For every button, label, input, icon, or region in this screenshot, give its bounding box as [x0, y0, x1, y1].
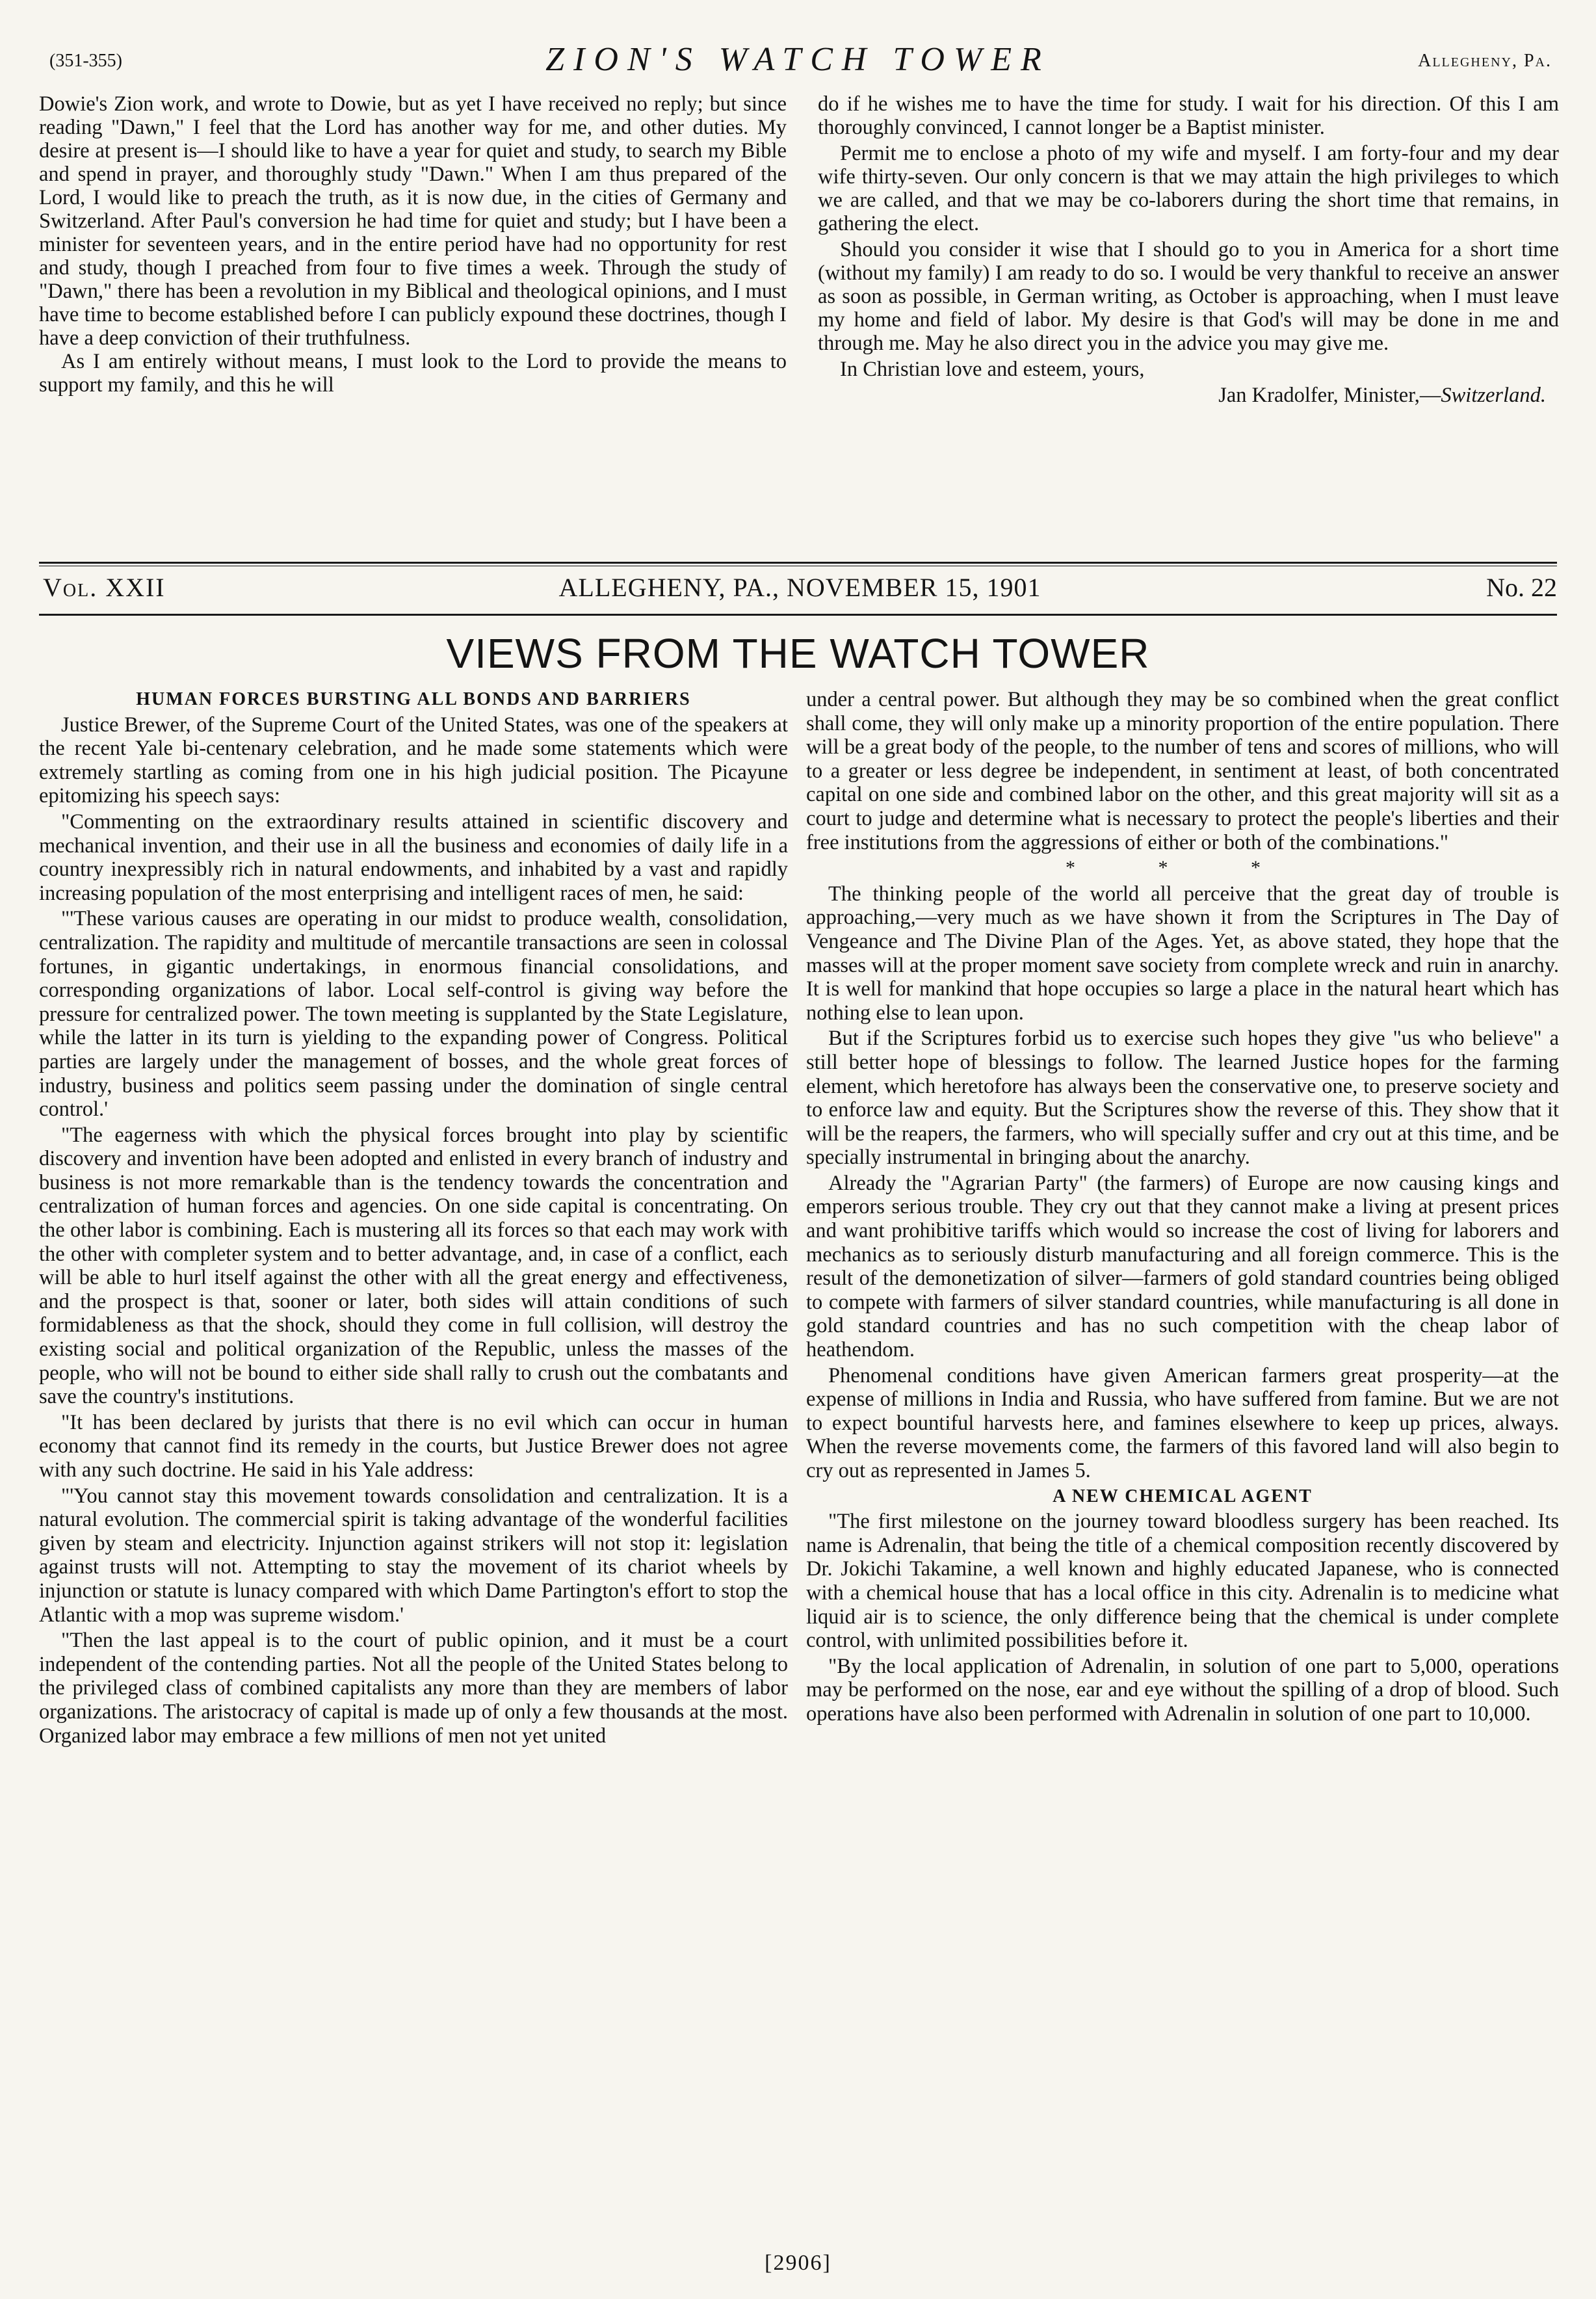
letter-left-column [39, 92, 787, 397]
article-paragraph: Already the "Agrarian Party" (the farmers) of Europe are now causing kings and emperors serious trouble. They cry out that they cannot make a living at present prices and want prohibitive tariffs which would so increase the cost of living for laborers and mechanics as to seriously disturb manufacturing and all foreign commerce. This is the result of the demonetization of silver—farmers of gold standard countries being obliged to compete with farmers of silver standard countries, while manufacturing is all done in gold standard countries and has no such competition with the cheap labor of heathendom. [806, 1171, 1559, 1362]
article-paragraph: The thinking people of the world all perceive that the great day of trouble is approaching,—very much as we have shown it from the Scriptures in The Day of Vengeance and The Divine Plan of the Ages. Yet, as above stated, they hope that the masses will at the proper moment save society from complete wreck and ruin in anarchy. It is well for mankind that hope occupies so large a place in the natural heart which has nothing else to lean upon. [806, 882, 1559, 1025]
section-separator: * * * [1066, 857, 1300, 879]
divider-rule [39, 562, 1557, 564]
article-paragraph: "'These various causes are operating in our midst to produce wealth, consolidation, centralization. The rapidity and multitude of mercantile transactions are seen in colossal fortunes, in gigantic undertakings, in enormous financial consolidations, and corresponding organizations of labor. Local self-control is giving way before the pressure for centralized power. The town meeting is supplanted by the State Legislature, while the latter in its turn is yielding to the expanding power of Congress. Political parties are largely under the management of bosses, and the whole great forces of industry, business and politics seem passing under the domination of single central control.' [39, 907, 788, 1122]
article-paragraph: under a central power. But although they may be so combined when the great conflict shall come, they will only make up a minority proportion of the entire population. There will be a great body of the people, to the number of tens and scores of millions, who will to a greater or less degree be independent, in sentiment at least, of both concentrated capital on one side and combined labor on the other, and this great majority will sit as a court to judge and determine what is necessary to protect the people's liberties and their free institutions from the aggressions of either or both of the combinations." [806, 688, 1559, 854]
letter-signature [818, 384, 1559, 407]
article-paragraph: Justice Brewer, of the Supreme Court of the United States, was one of the speakers at the recent Yale bi-centenary celebration, and he made some statements which were extremely startling as coming from one in his high judicial position. The Picayune epitomizing his speech says: [39, 713, 788, 808]
issue-number: No. 22 [1486, 573, 1557, 602]
letter-paragraph: Should you consider it wise that I should go to you in America for a short time (without my family) I am ready to do so. I would be very thankful to receive an answer as soon as possible, in German writing, as October is approaching, when I must leave my home and field of labor. My desire is that God's will may be done in me and through me. May he also direct you in the advice you may give me. [818, 238, 1559, 355]
letter-paragraph: do if he wishes me to have the time for study. I wait for his direction. Of this I am thoroughly convinced, I cannot longer be a Baptist minister. [818, 92, 1559, 139]
letter-paragraph: As I am entirely without means, I must look to the Lord to provide the means to support my family, and this he will [39, 350, 787, 397]
article-paragraph: "The eagerness with which the physical forces brought into play by scientific discovery and invention have been adopted and enlisted in every branch of industry and business is not more remarkable than is the tendency towards the concentration and centralization of human forces and agencies. On one side capital is concentrating. On the other labor is combining. Each is mustering all its forces so that each may work with the other with completer system and to better advantage, and, in case of a conflict, each will be able to hurl itself against the other with all the great energy and effectiveness, and the prospect is that, sooner or later, both sides will attain conditions of such formidableness as that the shock, should they come in full collision, will destroy the existing social and political organization of the Republic, unless the masses of the people, who will not be bound to either side shall rally to crush out the combatants and save the country's institutions. [39, 1123, 788, 1409]
article-paragraph: But if the Scriptures forbid us to exercise such hopes they give "us who believe" a still better hope of blessings to follow. The learned Justice hopes for the farming element, which heretofore has always been the conservative one, to preserve society and to enforce law and equity. But the Scriptures show the reverse of this. They show that it will be the reapers, the farmers, who will specially suffer and cry out at this time, and be specially instrumental in bringing about the anarchy. [806, 1027, 1559, 1170]
running-head [39, 40, 1557, 79]
page-title: VIEWS FROM THE WATCH TOWER [446, 630, 1150, 677]
masthead: ZION'S WATCH TOWER [545, 41, 1051, 78]
dateline [43, 568, 1557, 605]
article-paragraph: "'You cannot stay this movement towards consolidation and centralization. It is a natural evolution. The commercial spirit is taking advantage of the wonderful facilities given by steam and electricity. Injunction against strikers will not stop it: legislation against trusts will not. Attempting to stay the movement of its chariot wheels by injunction or statute is lunacy compared with which Dame Partington's effort to stop the Atlantic with a mop was supreme wisdom.' [39, 1484, 788, 1627]
article-paragraph: Phenomenal conditions have given American farmers great prosperity—at the expense of millions in India and Russia, who have suffered from famine. But we are not to expect bountiful harvests here, and famines elsewhere to keep up prices, always. When the reverse movements come, the farmers of this favored land will also begin to cry out as represented in James 5. [806, 1363, 1559, 1482]
page-number: [2906] [765, 2251, 831, 2275]
signature-name: Jan Kradolfer, Minister,— [1218, 384, 1441, 407]
article-paragraph: "The first milestone on the journey toward bloodless surgery has been reached. Its name is Adrenalin, that being the title of a chemical composition recently discovered by Dr. Jokichi Takamine, a well known and highly educated Japanese, who is connected with a chemical house that has a local office in this city. Adrenalin is to medicine what liquid air is to science, the only difference being that the chemical is under complete control, with unlimited possibilities before it. [806, 1510, 1559, 1653]
issue-date: ALLEGHENY, PA., NOVEMBER 15, 1901 [558, 573, 1041, 602]
letter-closing: In Christian love and esteem, yours, [840, 358, 1145, 381]
article-paragraph: "Then the last appeal is to the court of public opinion, and it must be a court independent of the contending parties. Not all the people of the United States belong to the privileged class of combined capitalists any more than they are members of labor organizations. The aristocracy of capital is made up of only a few thousands at the most. Organized labor may embrace a few millions of men not yet united [39, 1629, 788, 1748]
article-paragraph: "It has been declared by jurists that there is no evil which can occur in human economy that cannot find its remedy in the courts, but Justice Brewer does not agree with any such doctrine. He said in his Yale address: [39, 1410, 788, 1482]
article-right-column [806, 688, 1559, 1728]
article-paragraph: "Commenting on the extraordinary results attained in scientific discovery and mechanical invention, and their use in all the business and economies of daily life in a country inexpressibly rich in natural endowments, and inhabited by a vast and rapidly increasing population of the most enterprising and intelligent races of men, he said: [39, 809, 788, 905]
place-name: Allegheny, Pa. [1418, 51, 1552, 71]
section-heading: HUMAN FORCES BURSTING ALL BONDS AND BARRIERS [136, 689, 691, 709]
letter-right-column [818, 92, 1559, 410]
letter-paragraph: Dowie's Zion work, and wrote to Dowie, but as yet I have received no reply; but since reading "Dawn," I feel that the Lord has another way for me, and other duties. My desire at present is—I should like to have a year for quiet and study, to search my Bible and spend in prayer, and thoroughly study "Dawn." When I am thus prepared of the Lord, I would like to preach the truth, as it is now due, in the cities of Germany and Switzerland. After Paul's conversion he had time for quiet and study; but I have been a minister for seventeen years, and in the entire period have had no opportunity for rest and study, though I preached from four to five times a week. Through the study of "Dawn," there has been a revolution in my Biblical and theological opinions, and I must have time to become established before I can publicly expound these doctrines, though I have a deep conviction of their truthfulness. [39, 92, 787, 350]
article-left-column [39, 688, 788, 1750]
volume-number: Vol. XXII [43, 573, 166, 602]
folio: (351-355) [49, 51, 122, 71]
article-paragraph: "By the local application of Adrenalin, in solution of one part to 5,000, operations may be performed on the nose, ear and eye without the spilling of a drop of blood. Such operations have also been performed with Adrenalin in solution of one part to 10,000. [806, 1654, 1559, 1726]
section-heading: A NEW CHEMICAL AGENT [1053, 1486, 1313, 1506]
divider-rule [39, 614, 1557, 616]
letter-paragraph: Permit me to enclose a photo of my wife and myself. I am forty-four and my dear wife thirty-seven. Our only concern is that we may attain the high privileges to which we are called, and that we may be co-laborers during the short time that remains, in gathering the elect. [818, 142, 1559, 235]
signature-location: Switzerland. [1441, 384, 1546, 407]
